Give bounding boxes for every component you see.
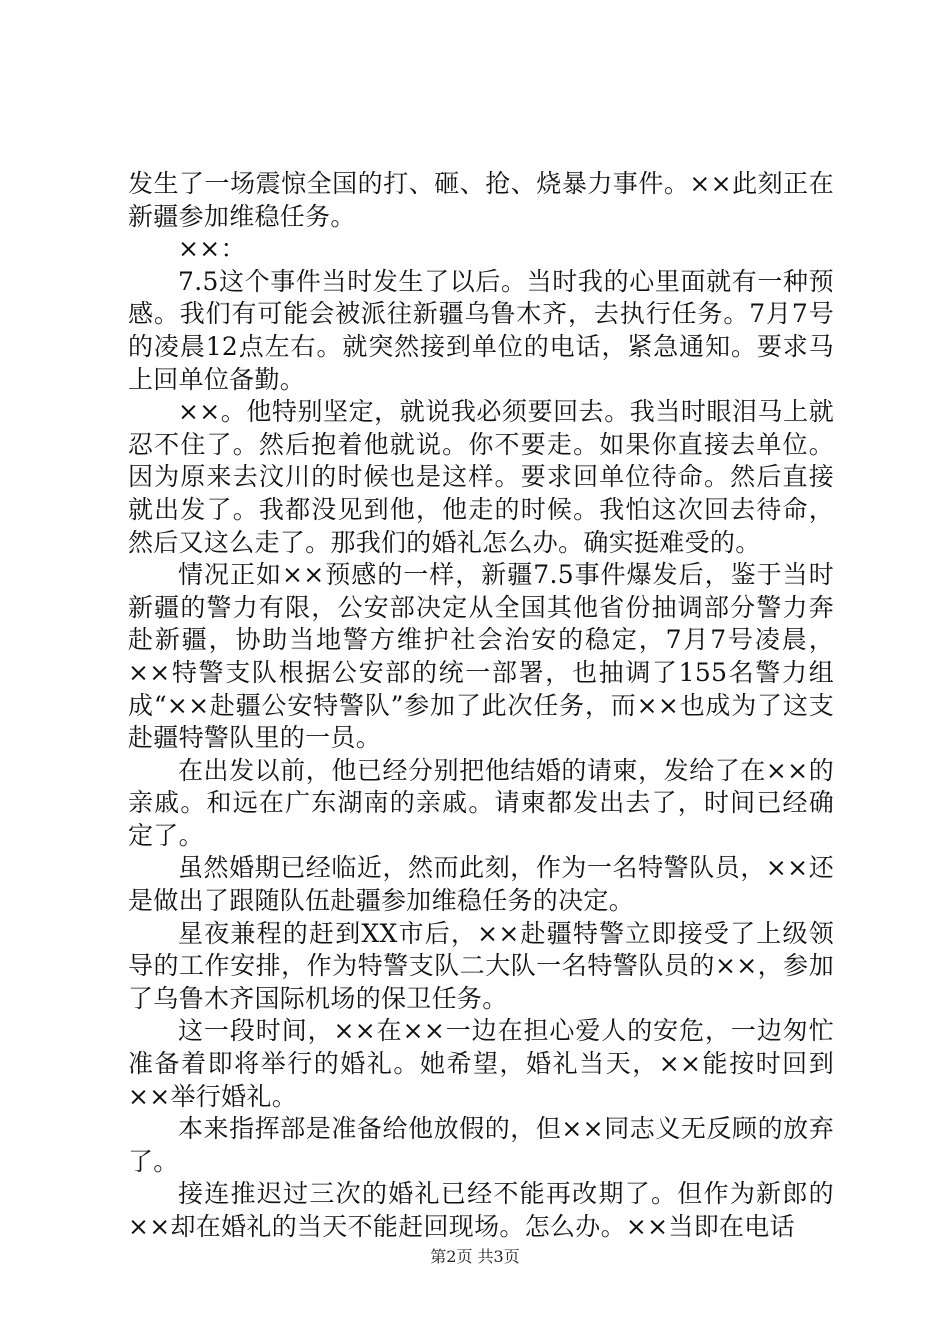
paragraph: ××： [178, 234, 246, 264]
paragraph: 7.5这个事件当时发生了以后。当时我的心里面就有一种预感。我们有可能会被派往新疆乌鲁木齐，去执行任务。7月7号的凌晨12点左右。就突然接到单位的电话，紧急通知。要求马上回单位备勤。 [128, 266, 834, 394]
page-footer: 第2页 共3页 [430, 1247, 520, 1266]
document-body [128, 168, 834, 1244]
paragraph: 虽然婚期已经临近，然而此刻，作为一名特警队员，××还是做出了跟随队伍赴疆参加维稳任务的决定。 [128, 853, 834, 916]
paragraph: 这一段时间，××在××一边在担心爱人的安危，一边匆忙准备着即将举行的婚礼。她希望，婚礼当天，××能按时回到××举行婚礼。 [128, 1016, 834, 1111]
paragraph: ××。他特别坚定，就说我必须要回去。我当时眼泪马上就忍不住了。然后抱着他就说。你不要走。如果你直接去单位。因为原来去汶川的时候也是这样。要求回单位待命。然后直接就出发了。我都没见到他，他走的时候。我怕这次回去待命，然后又这么走了。那我们的婚礼怎么办。确实挺难受的。 [128, 397, 834, 557]
paragraph: 本来指挥部是准备给他放假的，但××同志义无反顾的放弃了。 [128, 1114, 834, 1176]
paragraph: 在出发以前，他已经分别把他结婚的请柬，发给了在××的亲戚。和远在广东湖南的亲戚。请柬都发出去了，时间已经确定了。 [128, 755, 834, 850]
paragraph: 星夜兼程的赶到XX市后，××赴疆特警立即接受了上级领导的工作安排，作为特警支队二大队一名特警队员的××，参加了乌鲁木齐国际机场的保卫任务。 [128, 918, 834, 1013]
paragraph: 接连推迟过三次的婚礼已经不能再改期了。但作为新郎的××却在婚礼的当天不能赶回现场。怎么办。××当即在电话 [128, 1179, 834, 1241]
paragraph: 发生了一场震惊全国的打、砸、抢、烧暴力事件。××此刻正在新疆参加维稳任务。 [128, 169, 834, 231]
paragraph: 情况正如××预感的一样，新疆7.5事件爆发后，鉴于当时新疆的警力有限，公安部决定从全国其他省份抽调部分警力奔赴新疆，协助当地警方维护社会治安的稳定，7月7号凌晨，××特警支队根据公安部的统一部署，也抽调了155名警力组成“××赴疆公安特警队”参加了此次任务，而××也成为了这支赴疆特警队里的一员。 [128, 560, 834, 753]
